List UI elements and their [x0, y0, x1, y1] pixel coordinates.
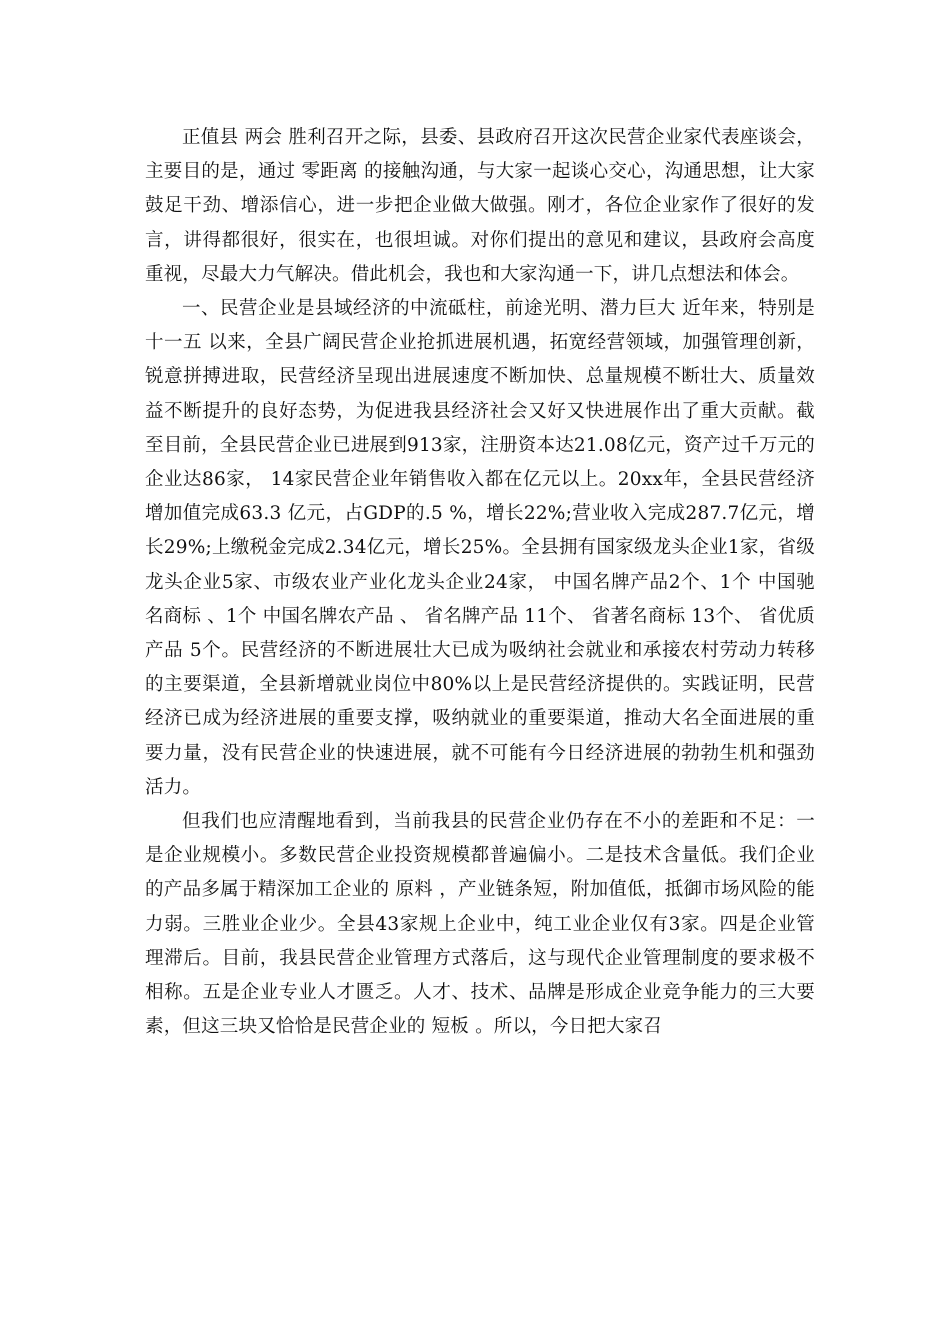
paragraph-intro: 正值县 两会 胜利召开之际，县委、县政府召开这次民营企业家代表座谈会，主要目的是，通过 零距离 的接触沟通，与大家一起谈心交心，沟通思想，让大家鼓足干劲、增添信心，进一步把企业做大做强。刚才，各位企业家作了很好的发言，讲得都很好，很实在，也很坦诚。对你们提出的意见和建议，县政府会高度重视，尽最大力气解决。借此机会，我也和大家沟通一下，讲几点想法和体会。: [145, 127, 815, 285]
document-body: [145, 121, 815, 1044]
paragraph-section-one: 一、民营企业是县域经济的中流砥柱，前途光明、潜力巨大 近年来，特别是 十一五 以来，全县广阔民营企业抢抓进展机遇，拓宽经营领域，加强管理创新，锐意拼搏进取，民营经济呈现出进展速度不断加快、总量规模不断壮大、质量效益不断提升的良好态势，为促进我县经济社会又好又快进展作出了重大贡献。截至目前，全县民营企业已进展到913家，注册资本达21.08亿元，资产过千万元的企业达86家， 14家民营企业年销售收入都在亿元以上。20xx年，全县民营经济增加值完成63.3 亿元，占GDP的.5 %，增长22%;营业收入完成287.7亿元，增长29%;上缴税金完成2.34亿元，增长25%。全县拥有国家级龙头企业1家，省级龙头企业5家、市级农业产业化龙头企业24家， 中国名牌产品2个、1个 中国驰名商标 、1个 中国名牌农产品 、 省名牌产品 11个、 省著名商标 13个、 省优质产品 5个。民营经济的不断进展壮大已成为吸纳社会就业和承接农村劳动力转移的主要渠道，全县新增就业岗位中80%以上是民营经济提供的。实践证明，民营经济已成为经济进展的重要支撑，吸纳就业的重要渠道，推动大名全面进展的重要力量，没有民营企业的快速进展，就不可能有今日经济进展的勃勃生机和强劲活力。: [145, 298, 815, 798]
paragraph-shortcomings: 但我们也应清醒地看到，当前我县的民营企业仍存在不小的差距和不足：一是企业规模小。多数民营企业投资规模都普遍偏小。二是技术含量低。我们企业的产品多属于精深加工企业的 原料 ，产业链条短，附加值低，抵御市场风险的能力弱。三胜业企业少。全县43家规上企业中，纯工业企业仅有3家。四是企业管理滞后。目前，我县民营企业管理方式落后，这与现代企业管理制度的要求极不相称。五是企业专业人才匮乏。人才、技术、品牌是形成企业竞争能力的三大要素，但这三块又恰恰是民营企业的 短板 。所以，今日把大家召: [145, 811, 815, 1038]
